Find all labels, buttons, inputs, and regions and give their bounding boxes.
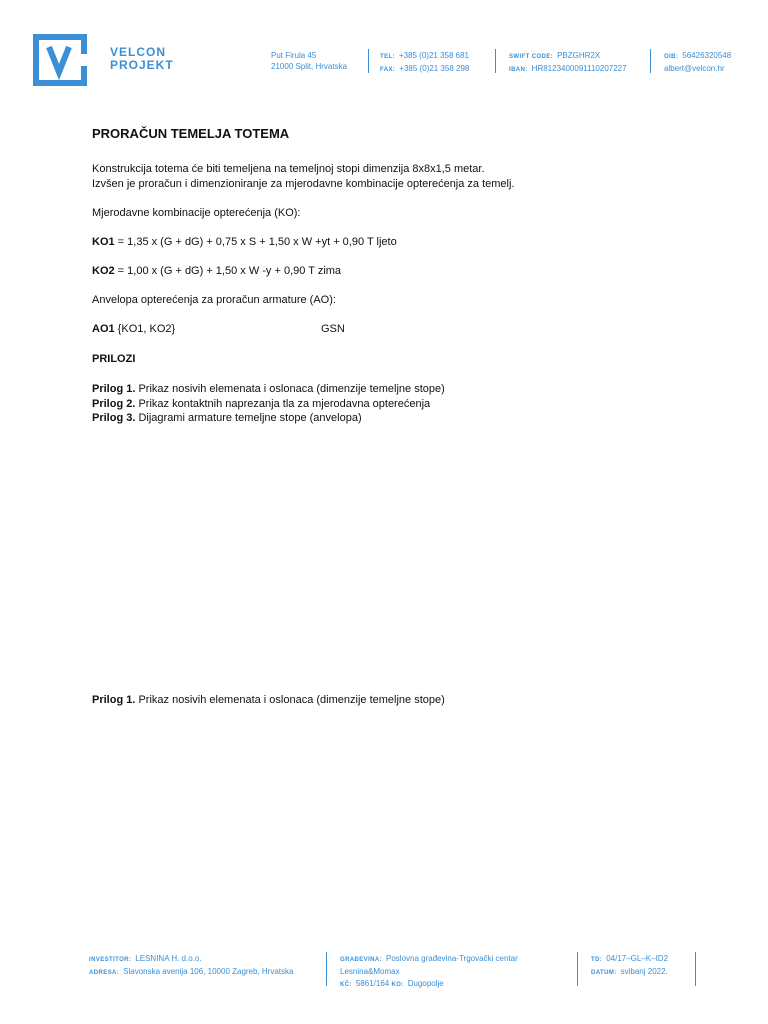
ao-heading: Anvelopa opterećenja za proračun armature (AO):	[92, 294, 336, 306]
footer-divider	[326, 952, 327, 986]
intro-line-1: Konstrukcija totema će biti temeljena na temeljnoj stopi dimenzija 8x8x1,5 metar.	[92, 163, 485, 175]
address-line-2: 21000 Split, Hrvatska	[271, 62, 348, 71]
td-value: 04/17–GL–K–ID2	[606, 954, 669, 963]
gradevina-label: GRAĐEVINA:	[340, 957, 383, 963]
footer-divider	[577, 952, 578, 986]
intro-line-2: Izvšen je proračun i dimenzioniranje za mjerodavne kombinacije opterećenja za temelj.	[92, 177, 515, 190]
iban-value: HR8123400091110207227	[531, 64, 627, 73]
list-item	[92, 382, 445, 397]
gradevina-value-1: Poslovna građevina-Trgovački centar	[386, 954, 518, 963]
list-item	[92, 397, 445, 412]
intro-paragraph	[92, 162, 515, 191]
adresa-label: ADRESA:	[89, 970, 120, 976]
ko1-label: KO1	[92, 236, 115, 248]
investitor-label: INVESTITOR:	[89, 957, 132, 963]
fax-label: FAX:	[380, 67, 396, 73]
fax-value: +385 (0)21 358 298	[399, 64, 470, 73]
oib-label: OIB:	[664, 54, 679, 60]
footer-divider	[695, 952, 696, 986]
datum-value: svibanj 2022.	[620, 967, 668, 976]
ao1-label: AO1	[92, 323, 115, 335]
td-label: TD:	[591, 957, 603, 963]
address-line-1: Put Firula 45	[271, 51, 317, 60]
prilozi-list	[92, 382, 445, 426]
ko2-formula	[92, 264, 341, 279]
datum-label: DATUM:	[591, 970, 617, 976]
investor-info	[89, 953, 293, 979]
swift-label: SWIFT CODE:	[509, 54, 554, 60]
prilog-label: Prilog 3.	[92, 412, 136, 424]
tel-value: +385 (0)21 358 681	[398, 51, 469, 60]
bank-info	[509, 50, 627, 76]
ko-label: KO:	[391, 982, 404, 988]
gradevina-value-2: Lesnina&Momax	[340, 967, 400, 976]
company-ids	[664, 50, 731, 74]
header-divider	[368, 49, 369, 73]
ko2-text: = 1,00 x (G + dG) + 1,50 x W -y + 0,90 T zima	[114, 265, 342, 277]
kc-value: 5861/164	[355, 979, 390, 988]
investitor-value: LESNINA H. d.o.o.	[135, 954, 202, 963]
ko1-text: = 1,35 x (G + dG) + 0,75 x S + 1,50 x W +yt + 0,90 T ljeto	[114, 236, 397, 248]
brand-name	[110, 46, 174, 72]
prilog-text: Dijagrami armature temeljne stope (anvelopa)	[135, 412, 362, 424]
contact-phones	[380, 50, 469, 76]
prilog-label: Prilog 2.	[92, 397, 136, 410]
building-info	[340, 953, 518, 991]
ao1-formula	[92, 322, 175, 337]
velcon-logo-mark	[33, 34, 87, 86]
section-text: Prikaz nosivih elemenata i oslonaca (dimenzije temeljne stope)	[135, 694, 445, 706]
ko1-formula	[92, 235, 397, 250]
tel-label: TEL:	[380, 54, 395, 60]
company-address	[271, 50, 347, 72]
page-title: PRORAČUN TEMELJA TOTEMA	[92, 126, 290, 141]
brand-line-2: PROJEKT	[110, 58, 174, 72]
ko-value: Dugopolje	[407, 979, 444, 988]
ao1-text: {KO1, KO2}	[114, 323, 176, 335]
ao1-type: GSN	[321, 323, 345, 335]
list-item	[92, 411, 445, 426]
brand-line-1: VELCON	[110, 45, 167, 59]
ko2-label: KO2	[92, 265, 115, 277]
iban-label: IBAN:	[509, 67, 528, 73]
ko-heading: Mjerodavne kombinacije opterećenja (KO):	[92, 207, 301, 219]
prilog-text: Prikaz kontaktnih naprezanja tla za mjerodavna opterećenja	[135, 397, 431, 410]
section-heading	[92, 693, 445, 708]
kc-label: KČ:	[340, 982, 352, 988]
header-divider	[650, 49, 651, 73]
swift-value: PBZGHR2X	[557, 51, 601, 60]
prilog-text: Prikaz nosivih elemenata i oslonaca (dimenzije temeljne stope)	[135, 383, 445, 395]
oib-value: 56426320548	[682, 51, 732, 60]
header-divider	[495, 49, 496, 73]
document-info	[591, 953, 668, 979]
email-link[interactable]: albert@velcon.hr	[664, 64, 725, 73]
section-label: Prilog 1.	[92, 694, 136, 706]
prilog-label: Prilog 1.	[92, 383, 136, 395]
prilozi-heading: PRILOZI	[92, 353, 136, 365]
adresa-value: Slavonska avenija 106, 10000 Zagreb, Hrvatska	[123, 967, 294, 976]
